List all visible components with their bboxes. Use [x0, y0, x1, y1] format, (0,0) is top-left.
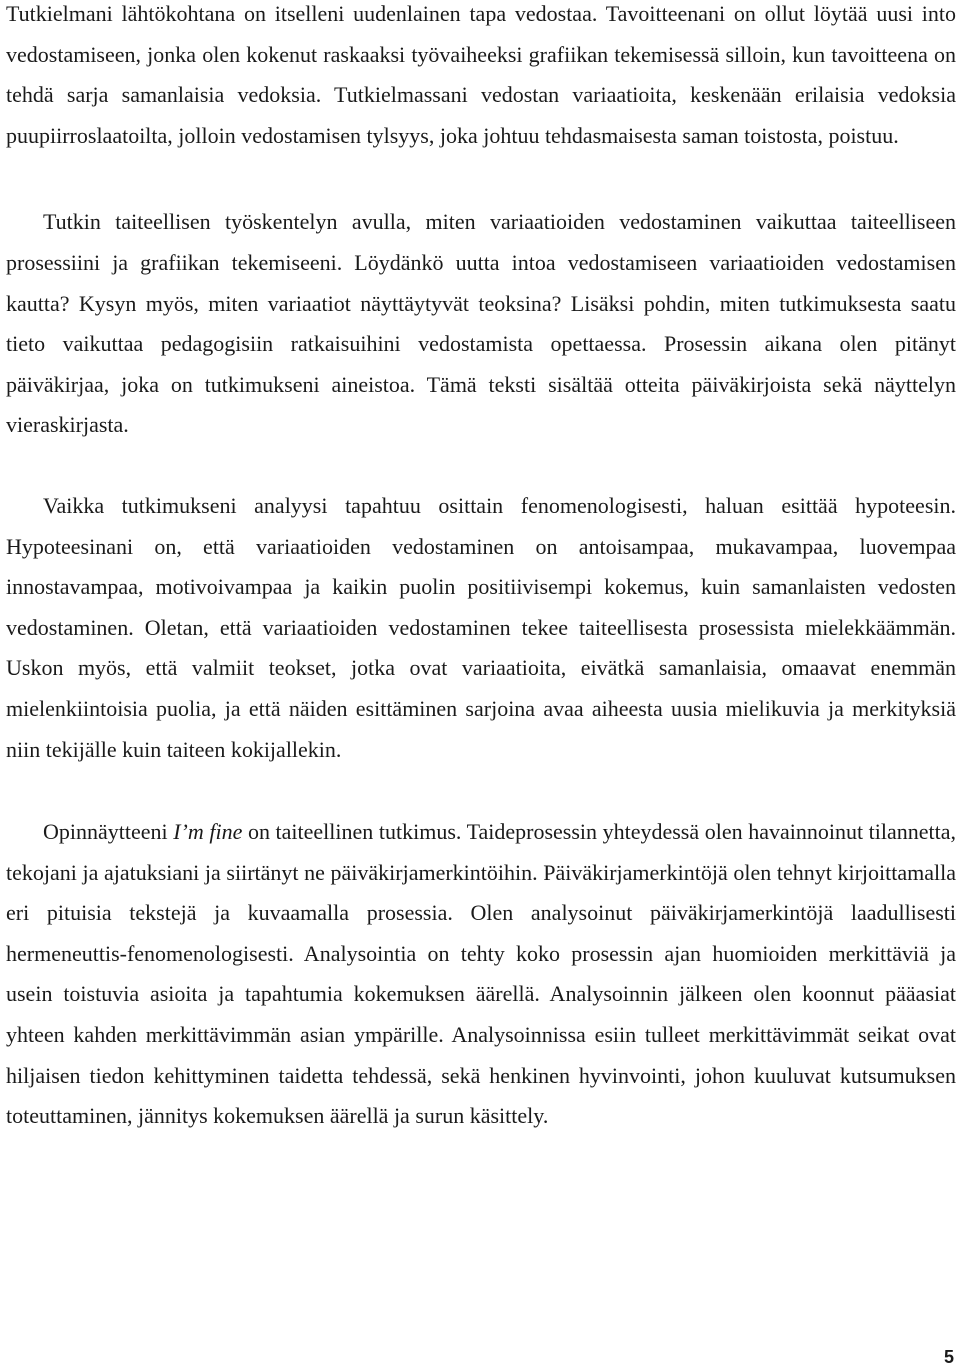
paragraph-3: Vaikka tutkimukseni analyysi tapahtuu osittain fenomenologisesti, haluan esittää hypoteesin. Hypoteesinani on, että variaatioiden vedostaminen on antoisampaa, mukavampaa, luovempaa innostavampaa, motivoivampaa ja kaikin puolin positiivisempi kokemus, kuin samanlaisten vedosten vedostaminen. Oletan, että variaatioiden vedostaminen tekee taiteellisesta prosessista mielekkäämmän. Uskon myös, että valmiit teokset, jotka ovat variaatioita, eivätkä samanlaisia, omaavat enemmän mielenkiintoisia puolia, ja että näiden esittäminen sarjoina avaa aiheesta uusia mielikuvia ja merkityksiä niin tekijälle kuin taiteen kokijallekin.	[6, 492, 956, 762]
paragraph-1: Tutkielmani lähtökohtana on itselleni uudenlainen tapa vedostaa. Tavoitteenani on ollut löytää uusi into vedostamiseen, jonka olen kokenut raskaaksi työvaiheeksi grafiikan tekemisessä silloin, kun tavoitteena on tehdä sarja samanlaisia vedoksia. Tutkielmassani vedostan variaatioita, keskenään erilaisia vedoksia puupiirroslaatoilta, jolloin vedostamisen tylsyys, joka johtuu tehdasmaisesta saman toistosta, poistuu.	[6, 1, 956, 148]
paragraph-4-text-after: on taiteellinen tutkimus. Taideprosessin yhteydessä olen havainnoinut tilannetta, tekojani ja ajatuksiani ja siirtänyt ne päiväkirjamerkintöihin. Päiväkirjamerkintöjä olen tehnyt kirjoittamalla eri pituisia tekstejä ja kuvaamalla prosessia. Olen analysoinut päiväkirjamerkintöjä laadullisesti hermeneuttis-fenomenologisesti. Analysointia on tehty koko prosessin ajan huomioiden merkittäviä ja usein toistuvia asioita ja tapahtumia kokemuksen äärellä. Analysoinnin jälkeen olen koonnut pääasiat yhteen kahden merkittävimmän asian ympärille. Analysoinnissa esiin tulleet merkittävimmät seikat ovat hiljaisen tiedon kehittyminen taidetta tehdessä, sekä henkinen hyvinvointi, johon kuuluvat kutsumuksen toteuttaminen, jännitys kokemuksen äärellä ja surun käsittely.	[6, 819, 957, 1129]
document-page	[6, 0, 956, 1137]
thesis-title: I’m fine	[173, 819, 243, 845]
page-number: 5	[943, 1347, 954, 1367]
paragraph-4-text-before: Opinnäytteeni	[43, 819, 174, 845]
paragraph-4	[6, 812, 956, 1137]
paragraph-2: Tutkin taiteellisen työskentelyn avulla, miten variaatioiden vedostaminen vaikuttaa taiteelliseen prosessiini ja grafiikan tekemiseeni. Löydänkö uutta intoa vedostamiseen variaatioiden vedostamisen kautta? Kysyn myös, miten variaatiot näyttäytyvät teoksina? Lisäksi pohdin, miten tutkimuksesta saatu tieto vaikuttaa pedagogisiin ratkaisuihini vedostamista opettaessa. Prosessin aikana olen pitänyt päiväkirjaa, joka on tutkimukseni aineistoa. Tämä teksti sisältää otteita päiväkirjoista sekä näyttelyn vieraskirjasta.	[6, 209, 956, 438]
